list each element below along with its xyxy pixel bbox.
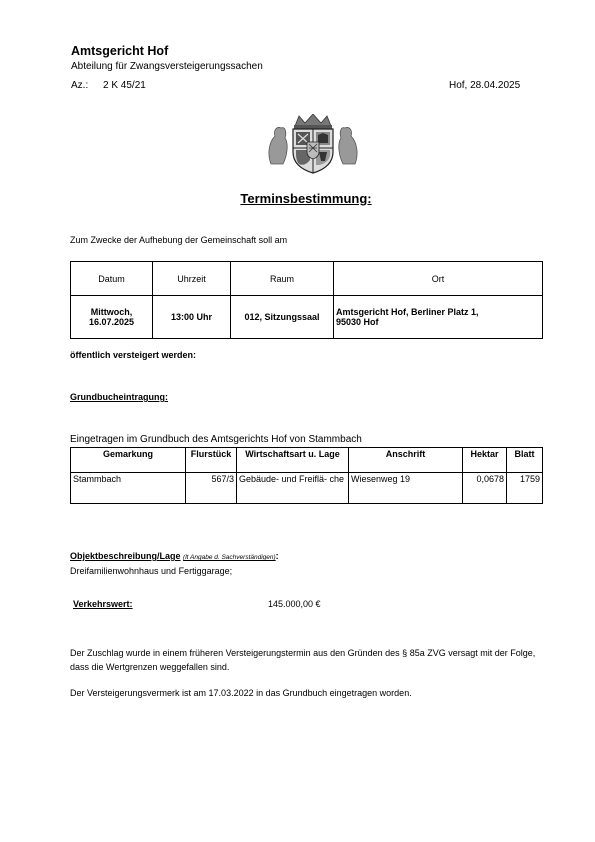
intro-text: Zum Zwecke der Aufhebung der Gemeinschaft soll am xyxy=(70,235,288,245)
property-heading-label: Objektbeschreibung/Lage xyxy=(70,551,181,561)
ort-city: 95030 Hof xyxy=(336,317,379,327)
appointment-table xyxy=(70,261,543,339)
cell-hektar: 0,0678 xyxy=(463,473,507,504)
land-register-heading: Grundbucheintragung: xyxy=(70,392,168,402)
market-value: 145.000,00 € xyxy=(268,599,321,609)
cell-datum xyxy=(71,296,153,339)
page-title: Terminsbestimmung: xyxy=(240,191,372,206)
land-register-intro: Eingetragen im Grundbuch des Amtsgerichts Hof von Stammbach xyxy=(70,434,362,445)
coat-of-arms-icon xyxy=(263,114,363,174)
cell-blatt: 1759 xyxy=(507,473,543,504)
cell-uhrzeit: 13:00 Uhr xyxy=(153,296,231,339)
header-anschrift: Anschrift xyxy=(349,448,463,473)
cell-wirtschaftsart: Gebäude- und Freiflä- che xyxy=(237,473,349,504)
datum-date: 16.07.2025 xyxy=(88,317,135,327)
property-description: Dreifamilienwohnhaus und Fertiggarage; xyxy=(70,566,233,576)
market-value-label: Verkehrswert: xyxy=(73,599,133,609)
header-raum: Raum xyxy=(231,262,334,296)
header-flurstueck: Flurstück xyxy=(186,448,237,473)
paragraph-registration: Der Versteigerungsvermerk ist am 17.03.2022 in das Grundbuch eingetragen worden. xyxy=(70,688,412,698)
file-number: 2 K 45/21 xyxy=(103,80,146,91)
cell-anschrift: Wiesenweg 19 xyxy=(349,473,463,504)
header-hektar: Hektar xyxy=(463,448,507,473)
ort-address: Amtsgericht Hof, Berliner Platz 1, xyxy=(336,307,479,317)
file-number-label: Az.: xyxy=(71,80,89,91)
header-blatt: Blatt xyxy=(507,448,543,473)
table-header-row xyxy=(71,262,543,296)
land-register-table xyxy=(70,447,543,504)
header-gemarkung: Gemarkung xyxy=(71,448,186,473)
department: Abteilung für Zwangsversteigerungssachen xyxy=(71,61,263,72)
court-name: Amtsgericht Hof xyxy=(71,44,169,58)
property-description-heading xyxy=(70,551,279,561)
header-datum: Datum xyxy=(71,262,153,296)
property-heading-colon: : xyxy=(275,551,279,561)
table-row xyxy=(71,473,543,504)
cell-raum: 012, Sitzungssaal xyxy=(231,296,334,339)
header-wirtschaftsart: Wirtschaftsart u. Lage xyxy=(237,448,349,473)
auction-notice: öffentlich versteigert werden: xyxy=(70,350,197,360)
table-row xyxy=(71,296,543,339)
cell-flurstueck: 567/3 xyxy=(186,473,237,504)
property-heading-source: (lt Angabe d. Sachverständigen) xyxy=(183,554,276,561)
header-ort: Ort xyxy=(334,262,543,296)
table-header-row xyxy=(71,448,543,473)
place-date: Hof, 28.04.2025 xyxy=(449,80,521,91)
datum-weekday: Mittwoch, xyxy=(90,307,133,317)
cell-ort xyxy=(334,296,543,339)
header-uhrzeit: Uhrzeit xyxy=(153,262,231,296)
cell-gemarkung: Stammbach xyxy=(71,473,186,504)
paragraph-bid-rejection: Der Zuschlag wurde in einem früheren Versteigerungstermin aus den Gründen des § 85a ZVG versagt mit der Folge, dass die Wertgrenzen weggefallen sind. xyxy=(70,648,536,672)
